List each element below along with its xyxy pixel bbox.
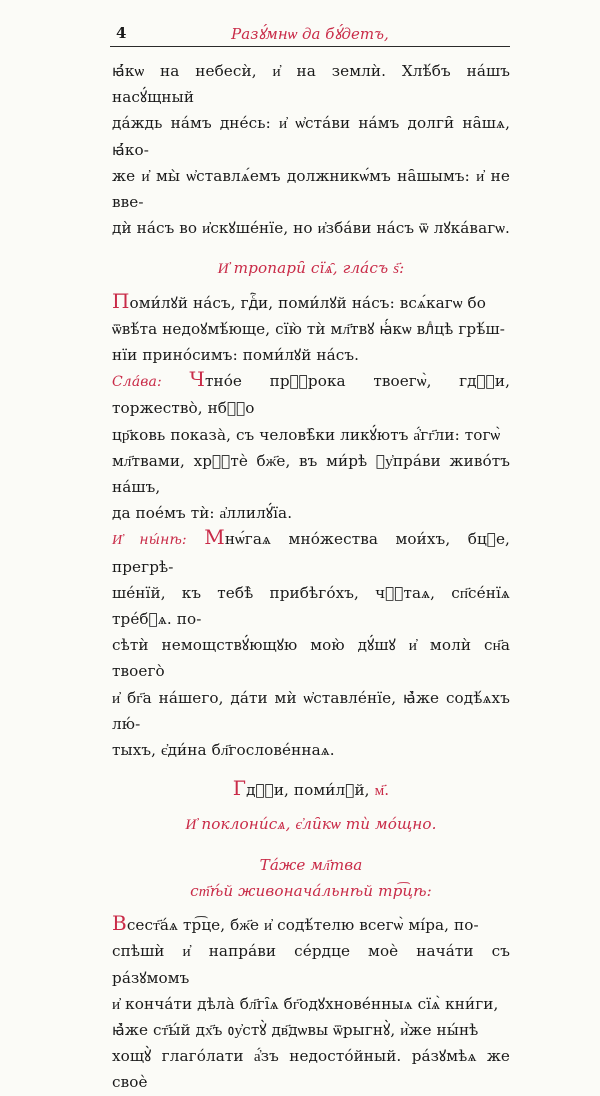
prayer-ending bbox=[112, 58, 510, 241]
kyrie-count: м҃. bbox=[374, 781, 390, 800]
text-line: ѿвѣ́та недоꙋмѣ́юще, сїю̀ тѝ мл҃твꙋ ꙗ҆́кѡ влⷣцѣ грѣ́ш- bbox=[112, 319, 505, 338]
text-line: спѣшѝ и҆ напра́ви се́рдце моѐ нача́ти съ ра́зꙋмомъ bbox=[112, 942, 510, 987]
running-head: Разꙋ́мнѡ да бꙋ́детъ, bbox=[231, 25, 389, 43]
text-body bbox=[112, 58, 510, 1096]
text-line: мл҃твами, хрⷭ҇тѐ бж҃е, въ ми́рѣ ᲂу҆пра́ви живо́тъ на́шъ, bbox=[112, 451, 510, 497]
text-line: да́ждь на́мъ дне́сь: и҆ ѡ҆ста́ви на́мъ долги̑ на̑шѧ, ꙗ҆́ко- bbox=[112, 114, 510, 159]
text-line: же и҆ мы̀ ѡ҆ставлѧ́емъ должникѡ́мъ на̑шымъ: и҆ не вве- bbox=[112, 166, 510, 212]
bow-rubric: И҆ поклони́сѧ, є҆ли̑кѡ тѝ мо́щно. bbox=[185, 815, 437, 834]
page-header bbox=[110, 20, 510, 47]
text-line: и҆ конча́ти дѣла̀ бл҃гі̑ѧ бг҃одꙋхнове́нныѧ сїѧ̀ кни́ги, bbox=[112, 994, 499, 1013]
kyrie-text: дⷭ҇и, поми́лꙋй, bbox=[246, 781, 370, 800]
text-line: нѡ́гаѧ мно́жества мои́хъ, бцⷣе, прегрѣ- bbox=[112, 530, 510, 576]
troparion-1 bbox=[112, 290, 510, 369]
text-line: да пое́мъ тѝ: а҆ллилꙋ́їа. bbox=[112, 504, 293, 523]
kyrie-line bbox=[112, 777, 510, 803]
trinity-prayer bbox=[112, 912, 510, 1095]
text-line: цр҃ковь показа̀, съ человѣ̑ки ликꙋ́ютъ а҆́гг҃ли: тогѡ̀ bbox=[112, 425, 501, 444]
page-number: 4 bbox=[116, 24, 127, 42]
text-line: ꙗ҆́кѡ на небесѝ, и҆ на землѝ. Хлѣ́бъ на́шъ насꙋ́щный bbox=[112, 62, 510, 107]
text-line: сѣтѝ немощствꙋ́ющꙋю мою̀ дꙋ́шꙋ и҆ молѝ сн҃а твоего̀ bbox=[112, 636, 510, 681]
text-line: ше́нїй, къ тебѣ̀ прибѣго́хъ, чⷭ҇таѧ, сп҃се́нїѧ тре́бꙋѧ. по- bbox=[112, 583, 510, 629]
drop-initial: М bbox=[204, 525, 225, 550]
prayer-heading-2: ст҃ѣ́й живонача́льнѣй тр͡цѣ: bbox=[190, 881, 432, 900]
troparion-3 bbox=[112, 526, 510, 763]
drop-initial: В bbox=[112, 911, 127, 936]
text-line: нїи прино́симъ: поми́лꙋй на́съ. bbox=[112, 346, 360, 365]
text-line: тно́е прⷪ҇рока твоегѡ̀, гдⷭ҇и, торжество̀, нбⷭ҇о bbox=[112, 372, 510, 418]
rubric-label: Сла́ва: bbox=[112, 374, 162, 391]
text-line: хощꙋ̀ глаго́лати а҆́зъ недосто́йный. ра́зꙋмѣѧ же своѐ bbox=[112, 1047, 510, 1092]
troparion-heading: И҆ тропари̑ сїѧ̑, гла́съ ѕ҃: bbox=[217, 259, 405, 278]
text-line: оми́лꙋй на́съ, гдⷭ҇и, поми́лꙋй на́съ: всѧ́кагѡ бо bbox=[129, 293, 486, 312]
drop-initial: Г bbox=[232, 776, 247, 801]
rubric-label: И҆ ны́нѣ: bbox=[112, 532, 187, 549]
text-line: тыхъ, є҆ди́на бл҃гослове́ннаѧ. bbox=[112, 741, 335, 760]
text-line: и҆ бг҃а на́шего, да́ти мѝ ѡ҆ставле́нїе, ꙗ҆̀же содѣ́ѧхъ лю́- bbox=[112, 688, 510, 733]
troparion-2 bbox=[112, 368, 510, 526]
drop-initial: П bbox=[112, 288, 130, 313]
text-line: дѝ на́съ во и҆скꙋше́нїе, но и҆зба́ви на́съ ѿ лꙋка́вагѡ. bbox=[112, 219, 510, 238]
prayer-heading-1: Та́же мл҃тва bbox=[259, 855, 363, 874]
text-line: сест҃а́ѧ тр͡це, бж҃е и҆ содѣ́телю всегѡ̀ мі́ра, по- bbox=[126, 916, 479, 935]
text-line: ꙗ҆̀же ст҃ы́й дх҃ъ ᲂу҆стꙋ̀ дв҃дѡвы ѿрыгнꙋ̀, и҆̀же ны́нѣ bbox=[112, 1020, 479, 1039]
drop-initial: Ч bbox=[189, 367, 205, 392]
